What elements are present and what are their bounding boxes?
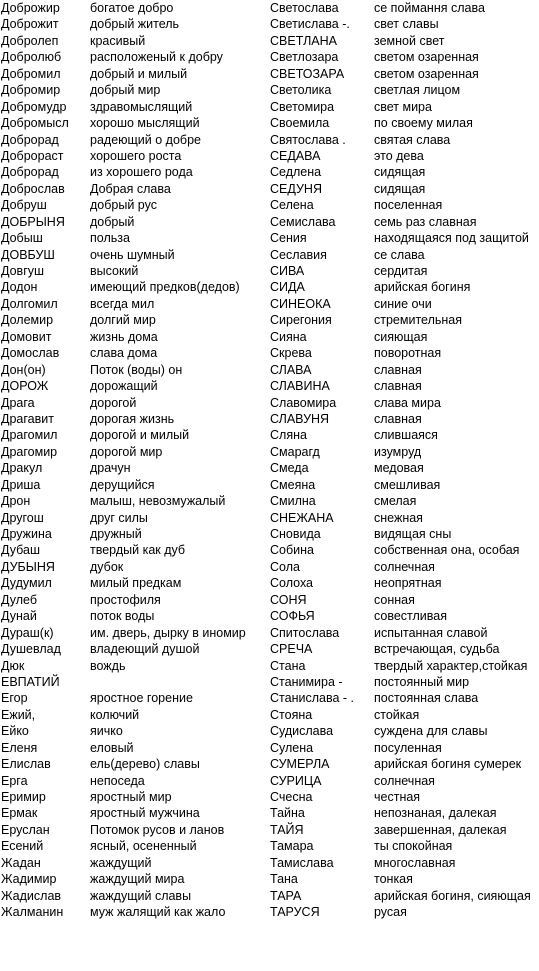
table-row (0, 99, 539, 115)
female-name: Славомира (270, 395, 337, 410)
table-row (0, 345, 539, 361)
male-name: Драгавит (1, 411, 54, 426)
male-name-meaning: поток воды (90, 609, 155, 624)
female-name-meaning: постоянная слава (374, 691, 479, 706)
male-name-meaning: владеющий душой (90, 642, 200, 657)
table-row (0, 888, 539, 904)
female-name-meaning: по своему милая (374, 116, 473, 131)
female-name-meaning: видящая сны (374, 527, 452, 541)
table-row (0, 658, 539, 674)
male-name-meaning: дорогой и милый (90, 428, 190, 443)
table-row (0, 214, 539, 230)
male-name: Доброжир (1, 1, 60, 15)
male-name: Дунай (1, 609, 37, 624)
female-name: ТАРА (270, 888, 302, 903)
male-name: ДОБРЫНЯ (1, 214, 65, 229)
table-row (0, 477, 539, 493)
female-name: Спитослава (270, 625, 340, 640)
female-name: Светослава (270, 1, 339, 15)
table-row (0, 805, 539, 821)
male-name-meaning: яростный мужчина (90, 806, 200, 821)
table-row (0, 82, 539, 98)
female-name-meaning: святая слава (374, 132, 451, 147)
female-name-meaning: поворотная (374, 346, 442, 361)
table-row (0, 279, 539, 295)
female-name: СВЕТЛАНА (270, 33, 337, 48)
male-name-meaning: добрый мир (90, 83, 161, 98)
male-name: Добролюб (1, 50, 62, 65)
female-name: Смарагд (270, 444, 320, 459)
female-name: СОНЯ (270, 592, 307, 607)
female-name: Стояна (270, 707, 313, 722)
female-name-meaning: это дева (374, 148, 424, 163)
female-name-meaning: сонная (374, 592, 415, 607)
female-name: СУРИЦА (270, 773, 322, 788)
male-name-meaning: колючий (90, 707, 140, 722)
female-name: Своемила (270, 116, 330, 131)
female-name-meaning: встречающая, судьба (374, 642, 500, 657)
female-name: Тамислава (270, 855, 334, 870)
table-row (0, 510, 539, 526)
female-name: Сеславия (270, 247, 327, 262)
female-name: СИВА (270, 264, 305, 278)
male-name: Долгомил (1, 296, 58, 311)
male-name-meaning: богатое добро (90, 1, 174, 15)
table-row (0, 378, 539, 394)
female-name-meaning: изумруд (374, 444, 422, 459)
table-row (0, 904, 539, 920)
female-name: Судислава (270, 724, 334, 739)
male-name-meaning: расположеный к добру (90, 50, 223, 65)
female-name: Светлозара (270, 50, 339, 65)
female-name: СИДА (270, 280, 305, 295)
female-name: Солоха (270, 576, 314, 591)
female-name: СРЕЧА (270, 642, 313, 657)
female-name: ТАЙЯ (270, 822, 304, 837)
female-name-meaning: се слава (374, 247, 425, 262)
male-name-meaning: красивый (90, 33, 146, 48)
male-name: Дрон (1, 494, 31, 509)
table-row (0, 723, 539, 739)
female-name-meaning: завершенная, далекая (374, 822, 507, 837)
female-name: Скрева (270, 346, 312, 361)
male-name: Драгомил (1, 428, 58, 443)
female-name: Сляна (270, 428, 307, 443)
female-name: Сирегония (270, 313, 332, 328)
male-name-meaning: вождь (90, 658, 126, 673)
male-name: ДУБЫНЯ (1, 559, 55, 574)
female-name: СЛАВИНА (270, 379, 330, 394)
male-name: Добролеп (1, 33, 59, 48)
male-name: Дракул (1, 461, 43, 476)
male-name-meaning: жаждущий мира (90, 872, 185, 887)
table-row (0, 181, 539, 197)
table-row (0, 427, 539, 443)
male-name-meaning: жизнь дома (90, 329, 158, 344)
female-name-meaning: стремительная (374, 313, 463, 328)
table-row (0, 329, 539, 345)
table-row (0, 132, 539, 148)
male-name: Добруш (1, 198, 47, 213)
male-name: Жадислав (1, 888, 62, 903)
male-name-meaning: из хорошего рода (90, 165, 193, 180)
table-row (0, 16, 539, 32)
female-name-meaning: земной свет (374, 33, 445, 48)
table-row (0, 773, 539, 789)
table-row (0, 197, 539, 213)
male-name: Доброрад (1, 132, 59, 147)
female-name-meaning: славная (374, 411, 422, 426)
female-name-meaning: медовая (374, 461, 424, 476)
female-name: СЛАВА (270, 362, 312, 377)
female-name: Станимира - (270, 674, 343, 689)
male-name-meaning: непоседа (90, 773, 145, 788)
male-name-meaning: хорошо мыслящий (90, 116, 200, 131)
table-row (0, 756, 539, 772)
male-name-meaning: дорогой (90, 395, 137, 410)
table-row (0, 49, 539, 65)
female-name-meaning: славная (374, 362, 422, 377)
table-row (0, 411, 539, 427)
male-name-meaning: долгий мир (90, 313, 156, 328)
table-row (0, 0, 539, 16)
female-name-meaning: се поймання слава (374, 1, 485, 15)
female-name: СВЕТОЗАРА (270, 66, 345, 81)
male-name-meaning: яичко (90, 724, 123, 739)
male-name-meaning: Потомок русов и ланов (90, 822, 225, 837)
female-name-meaning: посуленная (374, 740, 442, 755)
table-row (0, 740, 539, 756)
male-name: Еленя (1, 740, 38, 755)
female-name: СЕДУНЯ (270, 181, 322, 196)
female-name-meaning: русая (374, 905, 407, 920)
male-name: Ейко (1, 724, 29, 739)
male-name: Дружина (1, 527, 52, 541)
female-name-meaning: арийская богиня сумерек (374, 757, 522, 772)
table-row (0, 789, 539, 805)
female-name: Светислава -. (270, 17, 350, 32)
female-name-meaning: суждена для славы (374, 724, 488, 739)
male-name-meaning: здравомыслящий (90, 99, 193, 114)
female-name-meaning: совестливая (374, 609, 447, 624)
female-name-meaning: снежная (374, 510, 423, 525)
table-row (0, 575, 539, 591)
female-name-meaning: слава мира (374, 395, 441, 410)
male-name: Другош (1, 510, 44, 525)
table-row (0, 66, 539, 82)
male-name-meaning: дерущийся (90, 477, 155, 492)
female-name-meaning: твердый характер,стойкая (374, 658, 528, 673)
female-name-meaning: сияющая (374, 329, 428, 344)
male-name: Долемир (1, 313, 54, 328)
male-name-meaning: дубок (90, 559, 124, 574)
male-name-meaning: драчун (90, 461, 131, 476)
female-name-meaning: солнечная (374, 773, 435, 788)
male-name: Дулеб (1, 592, 37, 607)
male-name: ДОРОЖ (1, 379, 49, 394)
male-name-meaning: слава дома (90, 346, 158, 361)
male-name-meaning: простофиля (90, 592, 161, 607)
table-row (0, 641, 539, 657)
table-row (0, 871, 539, 887)
male-name: Дриша (1, 477, 41, 492)
female-name-meaning: славная (374, 379, 422, 394)
male-name: Ежий, (1, 707, 36, 722)
male-name: Доброслав (1, 181, 65, 196)
male-name: Дубаш (1, 543, 40, 558)
female-name-meaning: находящаяся под защитой (374, 231, 529, 246)
female-name-meaning: сидящая (374, 165, 426, 180)
male-name: Добромил (1, 66, 61, 81)
male-name-meaning: дорожащий (90, 379, 158, 394)
male-name-meaning: яростное горение (90, 691, 193, 706)
female-name: Собина (270, 543, 314, 558)
female-name: СИНЕОКА (270, 296, 331, 311)
table-row (0, 493, 539, 509)
male-name: Домослав (1, 346, 60, 361)
male-name-meaning: Поток (воды) он (90, 362, 183, 377)
male-name-meaning: твердый как дуб (90, 543, 186, 558)
table-row (0, 148, 539, 164)
male-name-meaning: еловый (90, 740, 134, 755)
table-row (0, 526, 539, 542)
male-name: Драга (1, 395, 35, 410)
female-name: СЕДАВА (270, 148, 321, 163)
female-name: Семислава (270, 214, 336, 229)
table-row (0, 690, 539, 706)
female-name-meaning: семь раз славная (374, 214, 477, 229)
male-name-meaning: всегда мил (90, 296, 155, 311)
female-name: Тайна (270, 806, 305, 821)
female-name: Сола (270, 559, 300, 574)
female-name-meaning: испытанная славой (374, 625, 488, 640)
male-name: ЕВПАТИЙ (1, 674, 60, 689)
female-name-meaning: стойкая (374, 707, 420, 722)
female-name: Сияна (270, 329, 307, 344)
table-row (0, 559, 539, 575)
male-name: Егор (1, 691, 28, 706)
female-name-meaning: тонкая (374, 872, 413, 887)
table-row (0, 263, 539, 279)
female-name-meaning: честная (374, 790, 421, 804)
table-row (0, 362, 539, 378)
female-name-meaning: смелая (374, 494, 417, 509)
female-name-meaning: многославная (374, 855, 456, 870)
female-name-meaning: собственная она, особая (374, 543, 520, 558)
male-name-meaning: им. дверь, дырку в иномир (90, 625, 246, 640)
male-name: Дудумил (1, 576, 52, 591)
male-name-meaning: ясный, осененный (90, 839, 197, 854)
male-name-meaning: ель(дерево) славы (90, 757, 200, 772)
table-row (0, 542, 539, 558)
female-name-meaning: арийская богиня, сияющая (374, 888, 531, 903)
male-name-meaning: дорогой мир (90, 444, 163, 459)
table-row (0, 838, 539, 854)
male-name-meaning: имеющий предков(дедов) (90, 280, 240, 295)
male-name: Додон (1, 280, 38, 295)
male-name: Дураш(к) (1, 625, 54, 640)
table-row (0, 608, 539, 624)
table-row (0, 822, 539, 838)
male-name-meaning: дорогая жизнь (90, 411, 175, 426)
male-name-meaning: дружный (90, 527, 142, 541)
female-name-meaning: синие очи (374, 296, 432, 311)
male-name: Добыш (1, 231, 43, 246)
female-name: СНЕЖАНА (270, 510, 334, 525)
male-name: Елислав (1, 757, 51, 772)
female-name: Сновида (270, 527, 321, 541)
male-name: ДОВБУШ (1, 247, 55, 262)
male-name-meaning: радеющий о добре (90, 132, 201, 147)
male-name-meaning: высокий (90, 264, 139, 278)
male-name-meaning: хорошего роста (90, 148, 182, 163)
male-name: Душевлад (1, 642, 61, 657)
female-name-meaning: солнечная (374, 559, 435, 574)
male-name: Жалманин (1, 905, 64, 920)
female-name: ТАРУСЯ (270, 905, 320, 920)
male-name: Добромир (1, 83, 61, 98)
female-name: Стана (270, 658, 306, 673)
female-name: Смилна (270, 494, 316, 509)
female-name-meaning: постоянный мир (374, 674, 470, 689)
female-name: Седлена (270, 165, 322, 180)
male-name: Еруслан (1, 822, 50, 837)
female-name-meaning: арийская богиня (374, 280, 471, 295)
table-row (0, 115, 539, 131)
male-name-meaning: яростный мир (90, 790, 172, 804)
female-name: Святослава . (270, 132, 346, 147)
table-row (0, 230, 539, 246)
female-name: Тана (270, 872, 298, 887)
female-name: СЛАВУНЯ (270, 411, 330, 426)
male-name: Доброрад (1, 165, 59, 180)
table-row (0, 674, 539, 690)
female-name: Селена (270, 198, 314, 213)
male-name-meaning: польза (90, 231, 130, 246)
male-name: Добромудр (1, 99, 67, 114)
female-name: Сения (270, 231, 307, 246)
male-name: Доброраст (1, 148, 64, 163)
male-name: Домовит (1, 329, 52, 344)
male-name: Еримир (1, 790, 46, 804)
male-name-meaning: добрый рус (90, 198, 157, 213)
female-name-meaning: неопрятная (374, 576, 442, 591)
male-name-meaning: жаждущий славы (90, 888, 192, 903)
female-name: Станислава - . (270, 691, 354, 706)
table-row (0, 707, 539, 723)
female-name: Светомира (270, 99, 335, 114)
female-name: Смеяна (270, 477, 316, 492)
table-row (0, 33, 539, 49)
female-name: Смеда (270, 461, 309, 476)
male-name-meaning: жаждущий (90, 855, 152, 870)
female-name-meaning: непознаная, далекая (374, 806, 497, 821)
male-name-meaning: Добрая слава (90, 181, 171, 196)
male-name: Жадан (1, 855, 41, 870)
female-name-meaning: ты спокойная (374, 839, 453, 854)
table-row (0, 460, 539, 476)
female-name: Тамара (270, 839, 314, 854)
male-name: Доброжит (1, 17, 59, 32)
male-name: Жадимир (1, 872, 57, 887)
female-name-meaning: светлая лицом (374, 83, 461, 98)
male-name-meaning: добрый и милый (90, 66, 188, 81)
female-name-meaning: смешливая (374, 477, 441, 492)
female-name: СУМЕРЛА (270, 757, 330, 772)
male-name: Довгуш (1, 264, 45, 278)
male-name-meaning: добрый житель (90, 17, 180, 32)
female-name: СОФЬЯ (270, 609, 315, 624)
table-row (0, 444, 539, 460)
male-name-meaning: муж жалящий как жало (90, 905, 226, 920)
male-name-meaning: малыш, невозмужалый (90, 494, 226, 509)
female-name-meaning: свет мира (374, 99, 432, 114)
table-row (0, 247, 539, 263)
female-name-meaning: свет славы (374, 17, 439, 32)
female-name-meaning: светом озаренная (374, 66, 479, 81)
table-row (0, 625, 539, 641)
male-name: Дон(он) (1, 362, 46, 377)
male-name: Ерга (1, 773, 28, 788)
male-name-meaning: очень шумный (90, 247, 175, 262)
male-name: Драгомир (1, 444, 58, 459)
female-name-meaning: слившаяся (374, 428, 438, 443)
table-row (0, 592, 539, 608)
male-name: Добромысл (1, 116, 69, 131)
female-name-meaning: сидящая (374, 181, 426, 196)
table-row (0, 312, 539, 328)
table-row (0, 296, 539, 312)
table-row (0, 395, 539, 411)
female-name: Сулена (270, 740, 314, 755)
female-name: Светолика (270, 83, 332, 98)
female-name-meaning: светом озаренная (374, 50, 479, 65)
table-row (0, 855, 539, 871)
male-name: Есений (1, 839, 44, 854)
female-name-meaning: сердитая (374, 264, 428, 278)
male-name-meaning: добрый (90, 214, 135, 229)
female-name: Счесна (270, 790, 313, 804)
table-row (0, 164, 539, 180)
male-name-meaning: друг силы (90, 510, 148, 525)
male-name: Дюк (1, 658, 25, 673)
male-name-meaning: милый предкам (90, 576, 182, 591)
female-name-meaning: поселенная (374, 198, 443, 213)
male-name: Ермак (1, 806, 38, 821)
